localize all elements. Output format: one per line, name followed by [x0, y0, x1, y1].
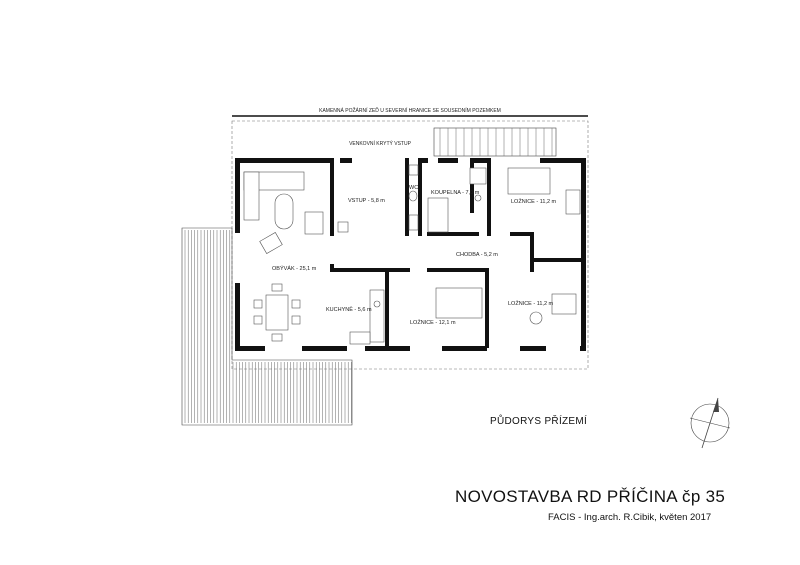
project-title: NOVOSTAVBA RD PŘÍČINA čp 35: [455, 487, 726, 506]
label-loznice-3: LOŽNICE - 11,2 m: [508, 301, 554, 307]
label-obyvak: OBÝVÁK - 25,1 m: [272, 266, 317, 272]
label-koupelna: KOUPELNA - 7,0 m: [431, 190, 480, 196]
room-labels: [272, 185, 557, 326]
label-wc: WC: [409, 185, 419, 191]
plan-title: PŮDORYS PŘÍZEMÍ: [490, 416, 588, 427]
dining-furniture: [254, 284, 300, 341]
label-chodba: CHODBA - 5,2 m: [456, 252, 498, 258]
label-kuchyne: KUCHYNĚ - 5,6 m: [326, 307, 372, 313]
project-author: FACIS - Ing.arch. R.Cibik, květen 2017: [548, 512, 712, 523]
kitchen-units: [350, 290, 384, 344]
living-room-furniture: [244, 172, 323, 254]
label-loznice-1: LOŽNICE - 11,2 m: [511, 199, 557, 205]
north-arrow-icon: [690, 398, 730, 448]
label-vstup: VSTUP - 5,8 m: [348, 198, 385, 204]
entrance-note: VENKOVNÍ KRYTÝ VSTUP: [349, 141, 411, 147]
fire-wall-note: KAMENNÁ POŽÁRNÍ ZEĎ U SEVERNÍ HRANICE SE SOUSEDNÍM POZEMKEM: [319, 108, 501, 114]
label-loznice-2: LOŽNICE - 12,1 m: [410, 320, 456, 326]
stairs: [434, 128, 556, 156]
